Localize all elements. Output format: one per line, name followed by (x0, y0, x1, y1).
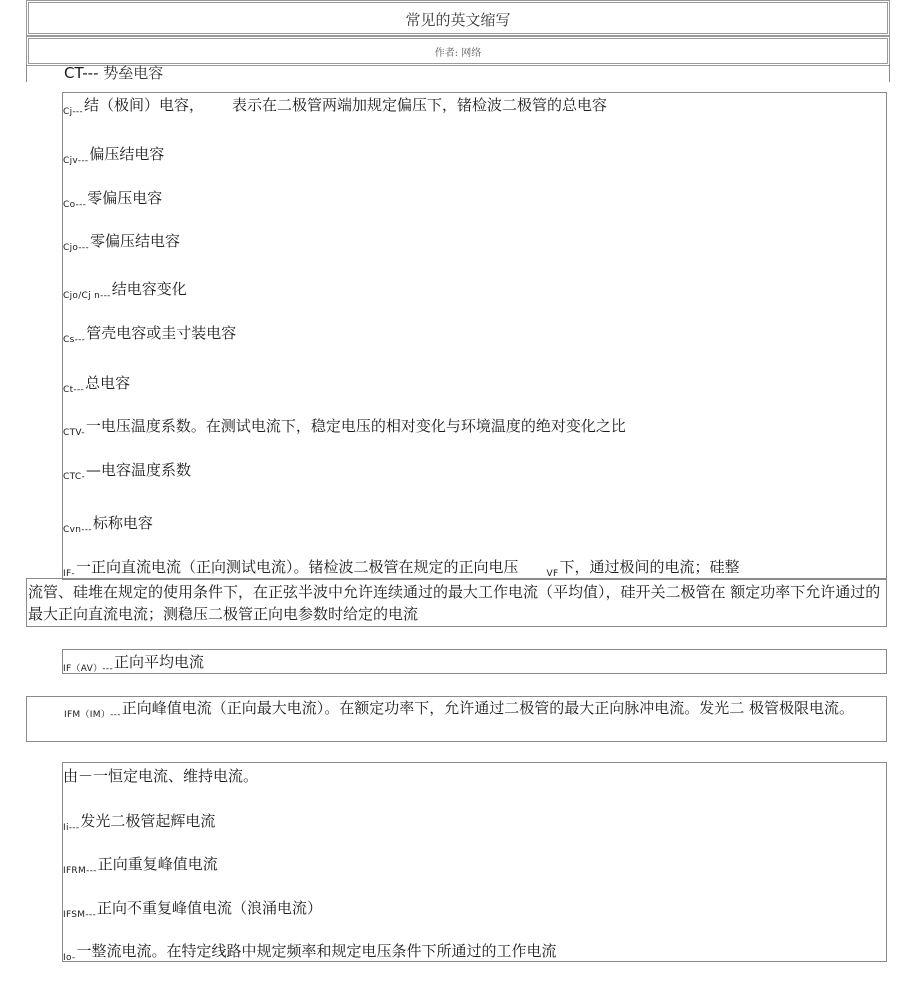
page-title: 常见的英文缩写 (405, 11, 511, 29)
term-code: Io- (63, 953, 76, 963)
term-desc: 一正向直流电流（正向测试电流）。锗检波二极管在规定的正向电压 (75, 558, 519, 576)
term-code: Cs--- (63, 335, 86, 345)
term-desc: 正向峰值电流（正向最大电流）。在额定功率下，允许通过二极管的最大正向脉冲电流。发光二 极管极限电流。 (121, 699, 855, 717)
term-desc: 总电容 (85, 374, 131, 392)
author-bar (26, 36, 890, 66)
term-desc: 标称电容 (92, 514, 153, 532)
term-code: Cjo/Cj n--- (63, 291, 111, 301)
term-desc: 结电容变化 (111, 280, 187, 298)
term-desc: 正向重复峰值电流 (97, 855, 218, 873)
term-code: CT--- (64, 64, 99, 82)
term-row (63, 513, 153, 540)
ct-line (64, 63, 163, 83)
term-code: Cjv--- (63, 156, 89, 166)
term-desc: 偏压结电容 (89, 145, 165, 163)
term-desc: 结（极间）电容， (84, 96, 205, 114)
term-code: CTC- (63, 472, 85, 482)
term-desc: —电容温度系数 (86, 461, 192, 479)
author-label: 作者: 网络 (434, 48, 482, 59)
title-bar (26, 0, 890, 36)
ifav-row (63, 652, 204, 679)
term-desc: 一电压温度系数。在测试电流下，稳定电压的相对变化与环境温度的绝对变化之比 (85, 417, 626, 435)
term-row (63, 811, 215, 838)
vf-code: VF (546, 569, 559, 579)
term-row (63, 416, 626, 443)
term-code: IFRM--- (63, 866, 97, 876)
term-code: IF（AV）--- (63, 664, 114, 674)
term-desc: 发光二极管起辉电流 (80, 812, 216, 830)
term-desc: 一整流电流。在特定线路中规定频率和规定电压条件下所通过的工作电流 (76, 942, 557, 960)
term-code: Ii--- (63, 823, 80, 833)
term-row (63, 854, 218, 881)
term-row (63, 231, 180, 258)
term-row (63, 941, 557, 968)
if-continued-text: 流管、硅堆在规定的使用条件下，在正弦半波中允许连续通过的最大工作电流（平均值），硅开关二极管在 额定功率下允许通过的最大正向直流电流；测稳压二极管正向电参数时给定的电流 (28, 583, 881, 623)
term-code: CTV- (63, 428, 85, 438)
term-desc-cont: 下，通过极间的电流；硅整 (559, 558, 740, 576)
term-desc: 正向不重复峰值电流（浪涌电流） (97, 899, 323, 917)
term-row (63, 144, 164, 171)
term-code: Cvn--- (63, 525, 92, 535)
term-row (63, 95, 607, 122)
term-code: Co--- (63, 200, 87, 210)
ifm-text (28, 697, 885, 726)
term-row (63, 766, 258, 786)
term-desc: 由－一恒定电流、维持电流。 (63, 767, 259, 785)
term-desc: 零偏压电容 (87, 189, 163, 207)
term-extra: 表示在二极管两端加规定偏压下，锗检波二极管的总电容 (232, 96, 608, 114)
term-row (63, 898, 322, 925)
term-row (63, 460, 191, 487)
term-code: IF- (63, 569, 75, 579)
term-desc: 管壳电容或圭寸装电容 (86, 324, 237, 342)
term-desc: 正向平均电流 (114, 653, 205, 671)
term-row (63, 373, 130, 400)
term-code: Cj--- (63, 107, 84, 117)
term-row (63, 279, 187, 306)
term-code: Ct--- (63, 385, 85, 395)
term-desc: 零偏压结电容 (90, 232, 181, 250)
term-code: Cjo--- (63, 243, 90, 253)
term-code: IFSM--- (63, 910, 96, 920)
term-row (63, 323, 236, 350)
term-row (63, 188, 162, 215)
term-code: IFM（IM）--- (64, 710, 121, 720)
term-desc: 势垒电容 (103, 64, 164, 82)
